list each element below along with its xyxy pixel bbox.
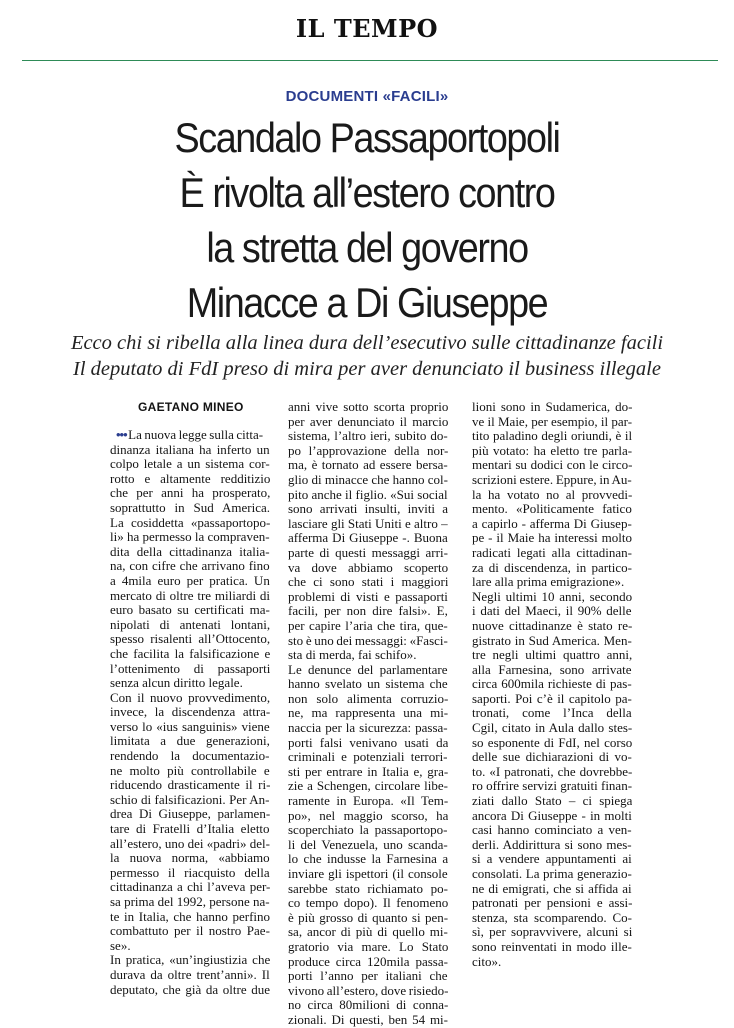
article-text-line: la ha votato no al provvedi- [472, 487, 632, 502]
article-text-line: l’ottenimento di passaporti [110, 661, 270, 676]
article-text-line: durava da oltre trent’anni». Il [110, 967, 270, 982]
article-text-line: po», nel maggio scorso, ha [288, 808, 448, 823]
article-text-line: lioni sono in Sudamerica, do- [472, 400, 632, 414]
article-text-line: po l’approvazione della nor- [288, 443, 448, 458]
article-text-line: all’estero, uno dei «padri» del- [110, 836, 270, 851]
headline-line: Scandalo Passaportopoli [174, 114, 560, 161]
article-text-line: circa 600mila richieste di pas- [472, 677, 632, 692]
headline-line: È rivolta all’estero contro [179, 169, 555, 216]
article-text-line: drea Di Giuseppe, parlamen- [110, 807, 270, 822]
article-column-3 [472, 400, 632, 969]
article-text-line: glio di minacce che hanno col- [288, 472, 448, 487]
article-text-line: pe - il Maie ha interessi molto [472, 531, 632, 546]
article-text-line: i dati del Maeci, il 90% delle [472, 604, 632, 619]
article-text-line: a capirlo - afferma Di Giusep- [472, 516, 632, 531]
article-text-line: senza alcun diritto legale. [110, 676, 243, 691]
article-text-line: sta di merda, fai schifo». [288, 648, 417, 663]
article-text-line: problemi di visti e passaporti [288, 589, 448, 604]
article-text-line: mentari su dodici con le circo- [472, 458, 632, 473]
article-text-line: sarebbe stato richiamato po- [288, 881, 448, 896]
article-text-line: tre negli ultimi quattro anni, [472, 648, 632, 663]
article-text-line: dita della cittadinanza italia- [110, 544, 270, 559]
article-text-line: ancora Di Giuseppe - in molti [472, 808, 632, 823]
article-text-line: scoperchiato la passaportopo- [288, 823, 448, 838]
headline-line: la stretta del governo [206, 224, 528, 271]
article-text-line: lare alla prima emigrazione». [472, 575, 625, 590]
article-text-line: mercato di oltre tre miliardi di [110, 588, 270, 603]
article-text-line: colpo letale a un sistema cor- [110, 457, 270, 472]
article-text-line: facili, per non dire falsi». E, [288, 604, 448, 619]
article-column-2 [288, 400, 448, 1028]
article-text-line: to. «I patronati, che dovrebbe- [472, 764, 632, 779]
article-text-line: rotto e altamente redditizio [110, 471, 270, 486]
article-text-line: soprattutto in Sud America. [110, 500, 270, 515]
article-text-line: combattuto per il nostro Pae- [110, 924, 270, 939]
article-text-line: delle sue dichiarazioni di vo- [472, 750, 632, 765]
masthead: IL TEMPO [295, 14, 439, 43]
article-text-line: afferma Di Giuseppe -. Buona [288, 531, 448, 546]
article-text-line: per capire l’aria che tira, que- [288, 618, 448, 633]
article-text-line: li» ha permesso la compraven- [110, 530, 270, 545]
article-text-line: tare di Fratelli d’Italia eletto [110, 822, 270, 837]
article-text-line: casi hanno cominciato a ven- [472, 823, 632, 838]
headline [0, 110, 734, 330]
article-text-line: tronati, come l’Inca della [472, 706, 632, 721]
article-text-line: sti per entrare in Italia e, gra- [288, 764, 448, 779]
article-text-line: se». [110, 938, 131, 953]
article-text-line: derli. Addirittura si sono mes- [472, 837, 632, 852]
article-text-line: consolati. La prima generazio- [472, 867, 632, 881]
lead-marker: ••• [116, 428, 129, 442]
article-text-line: per aver denunciato il marcio [288, 414, 448, 429]
article-text-line: sono reinventati in modo ille- [472, 939, 632, 954]
article-text-line: permesso il riacquisto della [110, 865, 270, 880]
subheadline [0, 330, 734, 382]
article-text-line: saporti. Poi c’è il capitolo pa- [472, 691, 632, 706]
byline: GAETANO MINEO [138, 400, 244, 414]
article-text-line: lasciare gli Stati Uniti e altro – [288, 516, 448, 531]
article-text-line: nuove cittadinanze è stato re- [472, 618, 632, 633]
article-text-line: ••• La nuova legge sulla citta- [116, 428, 264, 442]
article-text-line: sistema, l’altro ieri, subito do- [288, 429, 448, 444]
article-text-line: li del Venezuela, uno scanda- [288, 837, 448, 852]
article-text-line: spesso risalenti all’Ottocento, [110, 632, 270, 647]
article-text-line: co tempo dopo). Il fenomeno [288, 896, 448, 911]
article-text-line: euro basato su certificati ma- [110, 603, 270, 618]
subheadline-line: Il deputato di FdI preso di mira per aver denunciato il business illegale [73, 358, 661, 380]
article-text-line: ro offrire servizi gratuiti finan- [472, 779, 632, 794]
article-text-line: sono arrivati insulti, inviti a [288, 502, 448, 517]
article-text-line: schio di falsificazioni. Per An- [110, 792, 270, 807]
article-text-line: In pratica, «un’ingiustizia che [110, 953, 270, 968]
article-text-line: Cgil, citato in Aula dallo stes- [472, 721, 632, 736]
article-text-line: si a vendere appuntamenti ai [472, 852, 632, 867]
article-text-line: te in Italia, che hanno perfino [110, 909, 270, 924]
article-text-line: Le denunce del parlamentare [288, 662, 448, 677]
article-text-line: dinanza italiana ha inferto un [110, 442, 270, 457]
article-text-line: ve il Maie, per esempio, il par- [472, 414, 632, 429]
article-text-line: cito». [472, 954, 502, 969]
article-text-line: è più grosso di quanto si pen- [288, 910, 448, 925]
article-text-line: vivono all’estero, dove risiedo- [288, 983, 448, 998]
article-text-line: ramente in Europa. «Il Tem- [288, 794, 448, 809]
article-text-line: sa, ancor di più di quello mi- [288, 925, 448, 940]
article-text-line: parte di questi messaggi arri- [288, 545, 448, 560]
article-text-line: scrizioni estere. Eppure, in Au- [472, 472, 632, 487]
article-text-line: Con il nuovo provvedimento, [110, 690, 270, 705]
article-text-line: che per anni ha prosperato, [110, 486, 270, 501]
masthead-divider [22, 60, 718, 61]
article-text-line: naccia per la sicurezza: passa- [288, 721, 448, 736]
article-text-line: porti l’anno per italiani che [288, 969, 448, 984]
article-text-line: ne molto più controllabile e [110, 763, 270, 778]
article-text-line: La cosiddetta «passaportopo- [110, 515, 270, 530]
article-text-line: ne, ma rappresenta una mi- [288, 706, 448, 721]
article-text-line: ne di emigrati, che si affida ai [472, 881, 632, 896]
article-text-line: gratorio via mare. Lo Stato [288, 939, 448, 954]
article-text-line: più votato: ha eletto tre parla- [472, 443, 632, 458]
subheadline-line: Ecco chi si ribella alla linea dura dell’esecutivo sulle cittadinanze facili [70, 332, 664, 354]
article-text-line: verso lo «ius sanguinis» viene [110, 719, 270, 734]
article-text-line: sto è uno dei messaggi: «Fasci- [288, 633, 448, 648]
article-text-line: va dove abbiamo scoperto [288, 560, 448, 575]
article-text-line: stenza, sta scomparendo. Co- [472, 910, 632, 925]
article-text-line: la nuova norma, «abbiamo [110, 851, 270, 866]
headline-line: Minacce a Di Giuseppe [186, 279, 548, 326]
article-text-line: alla Farnesina, sono arrivate [472, 662, 632, 677]
article-text-line: nipolati di antenati lontani, [110, 617, 270, 632]
article-text-line: rendendo la documentazio- [110, 749, 270, 764]
article-text-line: sì, per sopravvivere, alcuni si [472, 925, 632, 940]
article-text-line: mento. «Politicamente fatico [472, 502, 632, 517]
article-column-1 [110, 400, 270, 997]
article-text-line: limitata a due generazioni, [110, 734, 270, 749]
article-text-line: criminali e potenziali terrori- [288, 750, 448, 765]
article-text-line: porti falsi venivano usati da [288, 735, 448, 750]
article-text-line: non solo alimenta corruzio- [288, 691, 448, 706]
article-text-line: radicati legati alla cittadinan- [472, 545, 632, 560]
article-text-line: na, con cifre che arrivano fino [110, 559, 270, 574]
article-text-line: cittadinanza a chi l’aveva per- [110, 880, 270, 895]
article-text-line: zie a Schengen, circolare libe- [288, 779, 448, 794]
article-text-line: anni vive sotto scorta proprio [288, 400, 448, 414]
article-text-line: produce circa 120mila passa- [288, 954, 448, 969]
article-text-line: so esponente di FdI, nel corso [472, 735, 632, 750]
article-text-line: riducendo drasticamente il ri- [110, 778, 270, 793]
article-text-line: lo che indusse la Farnesina a [288, 852, 448, 867]
article-text-line: a 4mila euro per pratica. Un [110, 573, 270, 588]
article-text-line: che facilita la falsificazione e [110, 646, 270, 661]
article-text-line: ma, è tornato ad essere bersa- [288, 458, 448, 473]
article-text-line: za di discendenza, in partico- [472, 560, 632, 575]
kicker: DOCUMENTI «FACILI» [285, 88, 449, 105]
article-text-line: patronati per pensioni e assi- [472, 896, 632, 911]
article-text-line: gistrato in Sud America. Men- [472, 633, 632, 648]
article-text-line: tito paladino degli oriundi, è il [472, 429, 632, 444]
article-text-line: inviare gli ispettori (il console [288, 867, 448, 881]
article-text-line: hanno svelato un sistema che [288, 677, 448, 692]
article-text-line: deputato, che già da oltre due [110, 982, 270, 997]
article-text-line: Negli ultimi 10 anni, secondo [472, 589, 632, 604]
article-text-line: pito anche il figlio. «Sui social [288, 487, 448, 502]
article-text-line: no circa 80milioni di conna- [288, 998, 448, 1013]
article-text-line: invece, la discendenza attra- [110, 705, 270, 720]
article-text-line: ziati dallo Stato – ci spiega [472, 794, 632, 809]
article-text-line: sa prima del 1992, persone na- [110, 895, 270, 909]
article-text-line: che ci sono stati i maggiori [288, 575, 448, 590]
article-text-line: zionali. Di questi, ben 54 mi- [288, 1012, 448, 1027]
